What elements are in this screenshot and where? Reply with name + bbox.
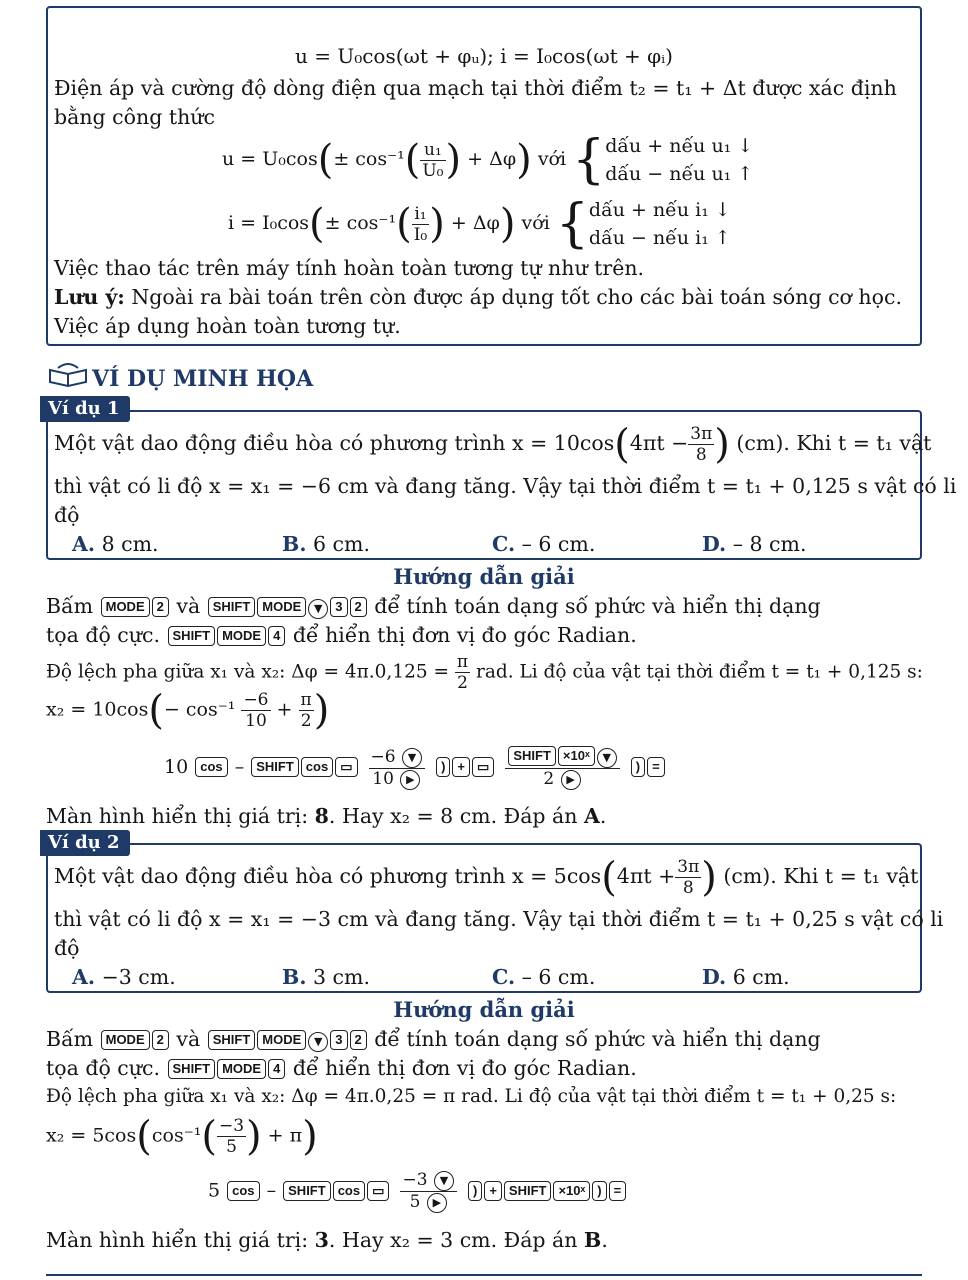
ex1-q-line1: Một vật dao động điều hòa có phương trình x = 10cos(4πt − $\frac{3\pi}{8}$ ) (cm). Khi t = t₁ vật <box>54 421 932 468</box>
two-key: 2 <box>152 597 169 617</box>
down-arrow-icon: ▼ <box>597 748 617 768</box>
mode-key: MODE <box>101 1030 150 1050</box>
i-tail: + Δφ <box>450 212 500 234</box>
example2-tag: Ví dụ 2 <box>40 830 130 856</box>
down-arrow-icon: ▼ <box>308 1032 328 1052</box>
down-arrow-icon: ▼ <box>308 599 328 619</box>
i-with: với <box>521 212 550 234</box>
u-tail: + Δφ <box>467 148 517 170</box>
shift-key: SHIFT <box>208 597 256 617</box>
right-arrow-icon: ▶ <box>427 1193 447 1213</box>
right-arrow-icon: ▶ <box>561 770 581 790</box>
i-frac: $\frac{\text{i₁}}{\text{I₀}}$ <box>413 203 428 245</box>
paren-key: ) <box>592 1181 606 1201</box>
two-key: 2 <box>350 1030 367 1050</box>
fraction-key-icon: ▭ <box>367 1181 389 1201</box>
mode-key: MODE <box>257 597 306 617</box>
ex1-result: Màn hình hiển thị giá trị: 8. Hay x₂ = 8 cm. Đáp án A. <box>46 804 607 828</box>
equals-key: = <box>647 757 665 777</box>
bottom-divider <box>46 1274 922 1276</box>
two-key: 2 <box>350 597 367 617</box>
cos-key: cos <box>227 1181 259 1201</box>
para2: Việc thao tác trên máy tính hoàn toàn tương tự như trên. <box>54 256 645 280</box>
paren-key: ) <box>631 757 645 777</box>
two-key: 2 <box>152 1030 169 1050</box>
formula-line: u = U₀cos(ωt + φᵤ); i = I₀cos(ωt + φᵢ) <box>295 44 673 68</box>
right-arrow-icon: ▶ <box>400 770 420 790</box>
shift-key: SHIFT <box>508 746 556 766</box>
para3: Việc áp dụng hoàn toàn tương tự. <box>54 314 401 338</box>
note: Lưu ý: Ngoài ra bài toán trên còn được áp dụng tốt cho các bài toán sóng cơ học. <box>54 285 902 309</box>
three-key: 3 <box>330 1030 347 1050</box>
ex1-phase-line: Độ lệch pha giữa x₁ và x₂: Δφ = 4π.0,125 = $\frac{\pi}{2}$ rad. Li độ của vật tại thời điểm t = t₁ + 0,125 s: <box>46 652 923 693</box>
ex2-q-line2: thì vật có li độ x = x₁ = −3 cm và đang tăng. Vậy tại thời điểm t = t₁ + 0,25 s vật có li <box>54 907 944 931</box>
ex1-option-d: D. – 8 cm. <box>702 532 807 556</box>
ex1-steps-line1: Bấm MODE 2 và SHIFT MODE ▼ 3 2 để tính toán dạng số phức và hiển thị dạng <box>46 594 821 618</box>
book-icon <box>48 362 88 395</box>
u-inner: ± cos⁻¹ <box>333 148 405 170</box>
i-formula: i = I₀cos(± cos⁻¹( $\frac{\text{i₁}}{\text{I₀}}$ ) + Δφ) với { dấu + nếu i₁ ↓ dấu − nếu i₁ ↑ <box>228 194 731 254</box>
ex1-guide-title: Hướng dẫn giải <box>393 564 575 589</box>
ex1-q-line3: độ <box>54 503 80 527</box>
x10-key: ×10ˣ <box>553 1181 590 1201</box>
three-key: 3 <box>330 597 347 617</box>
section-heading: VÍ DỤ MINH HỌA <box>92 366 314 392</box>
u-with: với <box>537 148 567 170</box>
i-inner: ± cos⁻¹ <box>324 212 397 234</box>
down-arrow-icon: ▼ <box>434 1171 454 1191</box>
ex2-calc-sequence: 5 cos – SHIFT cos ▭ $\frac{-3 ▼}{5 ▶}$ ) + SHIFT ×10ˣ ) = <box>208 1170 627 1213</box>
ex2-option-a: A. −3 cm. <box>72 965 176 989</box>
ex2-guide-title: Hướng dẫn giải <box>393 997 575 1022</box>
example1-tag: Ví dụ 1 <box>40 396 130 422</box>
para1-a: Điện áp và cường độ dòng điện qua mạch tại thời điểm t₂ = t₁ + Δt được xác định <box>54 76 897 100</box>
cos-key: cos <box>301 757 333 777</box>
ex2-option-b: B. 3 cm. <box>282 965 370 989</box>
mode-key: MODE <box>257 1030 306 1050</box>
ex2-x2-formula: x₂ = 5cos(cos⁻¹( $\frac{-3}{5}$ ) + π) <box>46 1113 318 1160</box>
shift-key: SHIFT <box>168 1059 216 1079</box>
fraction-key-icon: ▭ <box>472 757 494 777</box>
para1-b: bằng công thức <box>54 105 215 129</box>
x10-key: ×10ˣ <box>558 746 595 766</box>
mode-key: MODE <box>217 626 266 646</box>
fraction-key-icon: ▭ <box>335 757 357 777</box>
plus-key: + <box>484 1181 502 1201</box>
u-formula: u = U₀cos(± cos⁻¹( $\frac{\text{u₁}}{\text{U₀}}$ ) + Δφ) với { dấu + nếu u₁ ↓ dấu − nếu u₁ ↑ <box>222 130 754 190</box>
i-cases: dấu + nếu i₁ ↓ dấu − nếu i₁ ↑ <box>588 199 731 249</box>
mode-key: MODE <box>101 597 150 617</box>
cos-key: cos <box>195 757 227 777</box>
paren-key: ) <box>436 757 450 777</box>
u-lead: u = U₀cos <box>222 148 318 170</box>
cos-key: cos <box>333 1181 365 1201</box>
ex2-result: Màn hình hiển thị giá trị: 3. Hay x₂ = 3 cm. Đáp án B. <box>46 1228 608 1252</box>
ex1-steps-line2: tọa độ cực. SHIFT MODE 4 để hiển thị đơn vị đo góc Radian. <box>46 623 637 647</box>
u-cases: dấu + nếu u₁ ↓ dấu − nếu u₁ ↑ <box>605 135 754 185</box>
shift-key: SHIFT <box>251 757 299 777</box>
ex2-steps-line2: tọa độ cực. SHIFT MODE 4 để hiển thị đơn vị đo góc Radian. <box>46 1056 637 1080</box>
ex2-q-line3: độ <box>54 936 80 960</box>
four-key: 4 <box>268 1059 285 1079</box>
plus-key: + <box>452 757 470 777</box>
u-frac: $\frac{\text{u₁}}{\text{U₀}}$ <box>422 139 444 181</box>
i-lead: i = I₀cos <box>228 212 310 234</box>
mode-key: MODE <box>217 1059 266 1079</box>
shift-key: SHIFT <box>168 626 216 646</box>
ex2-steps-line1: Bấm MODE 2 và SHIFT MODE ▼ 3 2 để tính toán dạng số phức và hiển thị dạng <box>46 1027 821 1051</box>
paren-key: ) <box>468 1181 482 1201</box>
ex2-phase-line: Độ lệch pha giữa x₁ và x₂: Δφ = 4π.0,25 = π rad. Li độ của vật tại thời điểm t = t₁ + 0,25 s: <box>46 1086 897 1107</box>
four-key: 4 <box>268 626 285 646</box>
ex2-option-d: D. 6 cm. <box>702 965 790 989</box>
ex1-option-a: A. 8 cm. <box>72 532 159 556</box>
ex2-option-c: C. – 6 cm. <box>492 965 596 989</box>
ex1-calc-sequence: 10 cos – SHIFT cos ▭ $\frac{-6 ▼}{10 ▶}$ ) + ▭ $\frac{\text{SHIFT ×10ˣ ▼}}{2 ▶}$ ) = <box>164 746 666 790</box>
ex2-q-line1: Một vật dao động điều hòa có phương trình x = 5cos(4πt + $\frac{3\pi}{8}$ ) (cm). Khi t = t₁ vật <box>54 854 919 901</box>
down-arrow-icon: ▼ <box>402 748 422 768</box>
shift-key: SHIFT <box>283 1181 331 1201</box>
ex1-x2-formula: x₂ = 10cos(− cos⁻¹ $\frac{-6}{10}$ + $\frac{\pi}{2}$ ) <box>46 687 330 734</box>
ex1-option-c: C. – 6 cm. <box>492 532 596 556</box>
ex1-option-b: B. 6 cm. <box>282 532 370 556</box>
ex1-q-line2: thì vật có li độ x = x₁ = −6 cm và đang tăng. Vậy tại thời điểm t = t₁ + 0,125 s vật có li <box>54 474 957 498</box>
shift-key: SHIFT <box>504 1181 552 1201</box>
shift-key: SHIFT <box>208 1030 256 1050</box>
equals-key: = <box>609 1181 627 1201</box>
